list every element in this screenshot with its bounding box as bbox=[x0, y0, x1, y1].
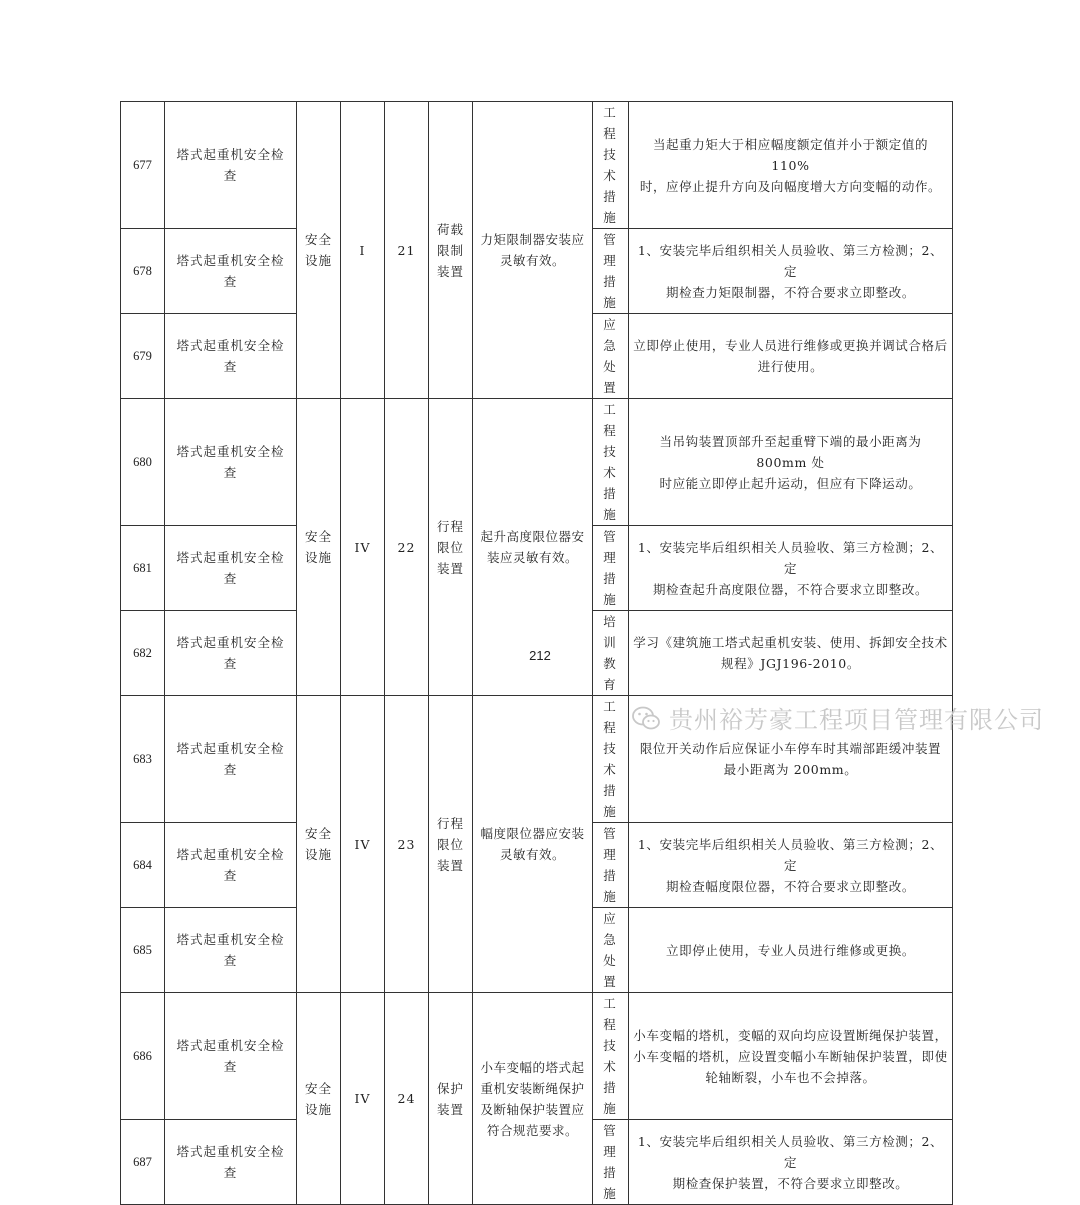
table-row bbox=[121, 993, 953, 1120]
check-part: 保护 装置 bbox=[429, 993, 473, 1205]
measure-text: 1、安装完毕后组织相关人员验收、第三方检测；2、定 期检查保护装置，不符合要求立即整改。 bbox=[629, 1120, 953, 1205]
check-part: 荷载 限制 装置 bbox=[429, 102, 473, 399]
check-part: 行程 限位 装置 bbox=[429, 399, 473, 696]
row-number: 679 bbox=[121, 314, 165, 399]
measure-type: 工程 技术 措施 bbox=[593, 696, 629, 823]
risk-index: 21 bbox=[385, 102, 429, 399]
wechat-icon bbox=[631, 705, 661, 731]
measure-type: 应急 处置 bbox=[593, 908, 629, 993]
check-item: 塔式起重机安全检 查 bbox=[165, 696, 297, 823]
row-number: 678 bbox=[121, 229, 165, 314]
row-number: 685 bbox=[121, 908, 165, 993]
measure-text: 学习《建筑施工塔式起重机安装、使用、拆卸安全技术 规程》JGJ196-2010。 bbox=[629, 611, 953, 696]
measure-type: 管理 措施 bbox=[593, 229, 629, 314]
risk-category: 安全 设施 bbox=[297, 993, 341, 1205]
measure-type: 工程 技术 措施 bbox=[593, 399, 629, 526]
measure-text: 当吊钩装置顶部升至起重臂下端的最小距离为 800mm 处 时应能立即停止起升运动，但应有下降运动。 bbox=[629, 399, 953, 526]
measure-type: 管理 措施 bbox=[593, 526, 629, 611]
measure-type: 管理 措施 bbox=[593, 823, 629, 908]
measure-text: 1、安装完毕后组织相关人员验收、第三方检测；2、定 期检查起升高度限位器，不符合要求立即整改。 bbox=[629, 526, 953, 611]
measure-text: 立即停止使用，专业人员进行维修或更换并调试合格后 进行使用。 bbox=[629, 314, 953, 399]
row-number: 677 bbox=[121, 102, 165, 229]
table-row bbox=[121, 102, 953, 229]
measure-type: 管理 措施 bbox=[593, 1120, 629, 1205]
check-item: 塔式起重机安全检 查 bbox=[165, 993, 297, 1120]
measure-type: 培训 教育 bbox=[593, 611, 629, 696]
check-item: 塔式起重机安全检 查 bbox=[165, 102, 297, 229]
measure-type: 工程 技术 措施 bbox=[593, 993, 629, 1120]
risk-category: 安全 设施 bbox=[297, 102, 341, 399]
check-requirement: 力矩限制器安装应 灵敏有效。 bbox=[473, 102, 593, 399]
check-item: 塔式起重机安全检 查 bbox=[165, 611, 297, 696]
measure-text: 限位开关动作后应保证小车停车时其端部距缓冲装置 最小距离为 200mm。 bbox=[629, 696, 953, 823]
risk-level: IV bbox=[341, 993, 385, 1205]
risk-category: 安全 设施 bbox=[297, 696, 341, 993]
row-number: 687 bbox=[121, 1120, 165, 1205]
check-requirement: 小车变幅的塔式起 重机安装断绳保护 及断轴保护装置应 符合规范要求。 bbox=[473, 993, 593, 1205]
row-number: 684 bbox=[121, 823, 165, 908]
measure-text: 当起重力矩大于相应幅度额定值并小于额定值的 110% 时，应停止提升方向及向幅度增大方向变幅的动作。 bbox=[629, 102, 953, 229]
check-item: 塔式起重机安全检 查 bbox=[165, 314, 297, 399]
risk-level: I bbox=[341, 102, 385, 399]
row-number: 681 bbox=[121, 526, 165, 611]
check-item: 塔式起重机安全检 查 bbox=[165, 908, 297, 993]
row-number: 682 bbox=[121, 611, 165, 696]
page-number: 212 bbox=[529, 648, 551, 663]
risk-level: IV bbox=[341, 696, 385, 993]
risk-index: 24 bbox=[385, 993, 429, 1205]
row-number: 686 bbox=[121, 993, 165, 1120]
measure-text: 立即停止使用，专业人员进行维修或更换。 bbox=[629, 908, 953, 993]
table-row bbox=[121, 399, 953, 526]
measure-text: 1、安装完毕后组织相关人员验收、第三方检测；2、定 期检查幅度限位器，不符合要求立即整改。 bbox=[629, 823, 953, 908]
check-item: 塔式起重机安全检 查 bbox=[165, 399, 297, 526]
footer-watermark bbox=[631, 700, 1044, 735]
measure-type: 应急 处置 bbox=[593, 314, 629, 399]
measure-text: 小车变幅的塔机，变幅的双向均应设置断绳保护装置， 小车变幅的塔机，应设置变幅小车断轴保护装置，即使 轮轴断裂，小车也不会掉落。 bbox=[629, 993, 953, 1120]
check-requirement: 幅度限位器应安装 灵敏有效。 bbox=[473, 696, 593, 993]
risk-level: IV bbox=[341, 399, 385, 696]
company-name: 贵州裕芳豪工程项目管理有限公司 bbox=[669, 706, 1044, 734]
check-part: 行程 限位 装置 bbox=[429, 696, 473, 993]
risk-index: 22 bbox=[385, 399, 429, 696]
check-item: 塔式起重机安全检 查 bbox=[165, 526, 297, 611]
measure-text: 1、安装完毕后组织相关人员验收、第三方检测；2、定 期检查力矩限制器，不符合要求立即整改。 bbox=[629, 229, 953, 314]
row-number: 680 bbox=[121, 399, 165, 526]
row-number: 683 bbox=[121, 696, 165, 823]
measure-type: 工程 技术 措施 bbox=[593, 102, 629, 229]
risk-index: 23 bbox=[385, 696, 429, 993]
check-item: 塔式起重机安全检 查 bbox=[165, 1120, 297, 1205]
risk-category: 安全 设施 bbox=[297, 399, 341, 696]
check-item: 塔式起重机安全检 查 bbox=[165, 229, 297, 314]
check-item: 塔式起重机安全检 查 bbox=[165, 823, 297, 908]
check-requirement: 起升高度限位器安 装应灵敏有效。 bbox=[473, 399, 593, 696]
